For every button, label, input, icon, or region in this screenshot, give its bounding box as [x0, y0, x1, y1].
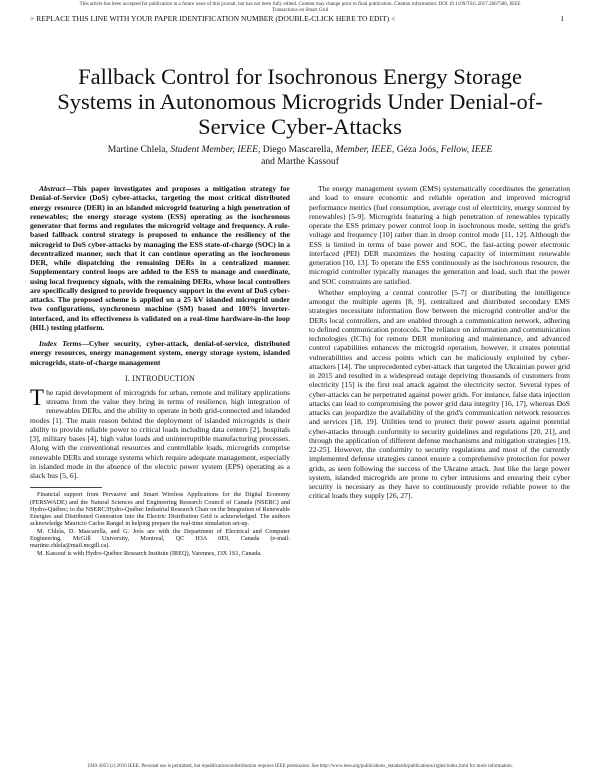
index-terms-text: —Cyber security, cyber-attack, denial-of-service, distributed energy resources, energy management system, energy storage system, islanded microgrids, state-of-charge management — [30, 339, 290, 367]
footnote-funding: Financial support from Pervasive and Smart Wireless Applications for the Digital Economy (PERSWADE) and the Natural Sciences and Engineering Research Council of Canada (NSERC) and Hydro-Québec; to the NSERC/Hydro-Québec Industrial Research Chair on the Integration of Renewable Energies and Distributed Generation into the Electric Distribution Grid is acknowledged. The authors acknowledge Mauricio Carlos Rangel in helping prepare the real-time simulation set-up. — [30, 491, 290, 528]
section-heading-introduction: I. INTRODUCTION — [124, 373, 196, 383]
abstract-label: Abstract — [39, 184, 65, 193]
author-list — [60, 144, 540, 168]
author-line-2: and Marthe Kassouf — [261, 156, 339, 167]
left-column — [30, 184, 290, 557]
author-1-name: Martine Chlela, — [107, 144, 171, 155]
acceptance-note — [0, 1, 600, 13]
author-3-name: , Géza Joós, — [392, 144, 441, 155]
author-2-name: , Diego Mascarella, — [257, 144, 336, 155]
index-terms-label: Index Terms — [39, 339, 82, 348]
intro-paragraph-1: The rapid development of microgrids for urban, remote and military applications streams from the value they bring in terms of resilience, high integration of renewables DERs, and the ability to operate in both grid-connected and islanded modes [1]. The main reason behind the deployment of islanded microgrids is their ability to provide reliable power to critical loads including data centers [2], hospitals [3], military bases [4], high value loads and uninterruptible manufacturing processes. Along with the conventional resources and controllable loads, microgrids comprise renewable DERs and storage systems which require adequate management, especially in islanded mode in the absence of the electric power system (EPS) operating as a slack bus [5, 6]. — [30, 384, 290, 480]
footnote-rule — [30, 487, 102, 488]
abstract-text: —This paper investigates and proposes a mitigation strategy for Denial-of-Service (DoS) cyber-attacks, targeting the most critical distributed energy resource (DER) in an islanded microgrid featuring a high penetration of renewables; the energy storage system (ESS) operating as the isochronous generator that forms and regulates the microgrid voltage and frequency. A rule-based fallback control strategy is proposed to enhance the resiliency of the microgrid to DoS cyber-attacks by managing the ESS state-of-charge (SOC) in a decentralized manner, such that it can continue operating as the isochronous DER, while dispatching the remaining DERs in a centralized manner. Supplementary control loops are added to the ESS to manage and coordinate, using local frequency signals, with the remaining DERs, whose local controllers are specifically designed to provide frequency support in the event of DoS cyber-attacks. The proposed scheme is applied on a 25 kV islanded microgrid under two configurations, synchronous machine (SM) based and 100% inverter-interfaced, and its effectiveness is validated on a real-time hardware-in-the loop (HIL) testing platform. — [30, 184, 290, 332]
right-column — [309, 184, 570, 501]
page-number: 1 — [560, 14, 564, 23]
copyright-footer: 1949-3053 (c) 2016 IEEE. Personal use is permitted, but republication/redistribution requires IEEE permission. See http://www.ieee.org/publications_standards/publications/rights/index.html for more information. — [87, 764, 513, 769]
author-1-role: Student Member, IEEE — [170, 144, 258, 155]
footnote-affiliation-ireq: M. Kassouf is with Hydro-Québec Research Institute (IREQ), Varennes, J3X 1S1, Canada. — [37, 549, 262, 557]
author-3-role: Fellow, IEEE — [440, 144, 493, 155]
paper-title: Fallback Control for Isochronous Energy Storage Systems in Autonomous Microgrids Under Denial-of-Service Cyber-Attacks — [57, 64, 543, 139]
header-text: > REPLACE THIS LINE WITH YOUR PAPER IDENTIFICATION NUMBER (DOUBLE-CLICK HERE TO EDIT) < — [30, 14, 396, 23]
right-paragraph-1: The energy management system (EMS) systematically coordinates the generation and load to ensure economic and reliable operation and improved microgrid performance metrics (fuel consumption, average cost of electricity, energy sourced by renewables) [5-9]. Microgrids featuring a high penetration of renewables typically operate the ESS primary power control loop in isochronous mode, setting the grid's voltage and frequency [10] rather than in droop control mode [11, 12]. Although the ESS is limited in terms of base power and SOC, the fast-acting power electronic interfaced (PEI) DER maximizes the hosting capacity of intermittent renewable generation [10, 13]. To operate the ESS continuously as the isochronous resource, the microgrid controller typically manages the generation and load, such that the power and SOC constraints are satisfied. — [309, 184, 570, 286]
index-terms — [30, 339, 290, 367]
acceptance-note-line2: Transactions on Smart Grid — [271, 7, 329, 14]
footnote-affiliation-mcgill: M. Chlela, D. Mascarella, and G. Joós are with the Department of Electrical and Computer Engineering, McGill University, Montreal, QC H3A 0E9, Canada (e-mail: martine.chlela@mail.mcgill.ca). — [30, 527, 290, 550]
right-paragraph-2: Whether employing a central controller [5-7] or distributing the intelligence amongst the multiple agents [8, 9], centralized and distributed secondary EMS strategies necessitate information flow between the microgrid controller and/or the DERs local controllers, and are enabled through a communication network, adhering to defined communication protocols. The reliance on information and communication technologies (ICTs) for remote DER monitoring and maintenance, and advanced control capabilities enhances the microgrid operation, however, it creates potential vulnerabilities and access points which can be maliciously exploited by cyber-attackers [14]. The unprecedented cyber-attack that targeted the Ukrainian power grid in 2015 and resulted in a widespread outage depriving thousands of customers from electricity [15] is the first real attack against the electricity sector. Several types of cyber-attacks can be perpetrated against power grids. For instance, false data injection attacks can lead to compromising the power grid data integrity [16, 17], whereas DoS attacks can jeopardize the availability of the grid's communication network resources and services [18, 19]. Utilities tend to protect their power assets against potential cyber-attacks through conformity to security guidelines and regulations [20, 21], and through the application of different defense mechanisms and mitigation strategies [19, 22-25]. However, the conformity to security regulations and most of the currently implemented defense strategies cannot ensure a comprehensive protection for power grids, as seen following the success of the Ukraine attack. Just like the large power system, islanded microgrids are prone to cyber intrusions and ensuring their cyber security is necessary as they have to continuously provide reliable power to the critical loads they supply [26, 27]. — [309, 287, 570, 501]
acceptance-note-line1: This article has been accepted for publication in a future issue of this journal, but has not been fully edited. Content may change prior to final publication. Citation information: DOI 10.1109/TSG.2017.2667586, IEEE — [79, 1, 521, 7]
abstract — [30, 184, 290, 332]
author-line-1 — [60, 144, 540, 156]
author-2-role: Member, IEEE — [335, 144, 392, 155]
running-header — [30, 14, 564, 24]
